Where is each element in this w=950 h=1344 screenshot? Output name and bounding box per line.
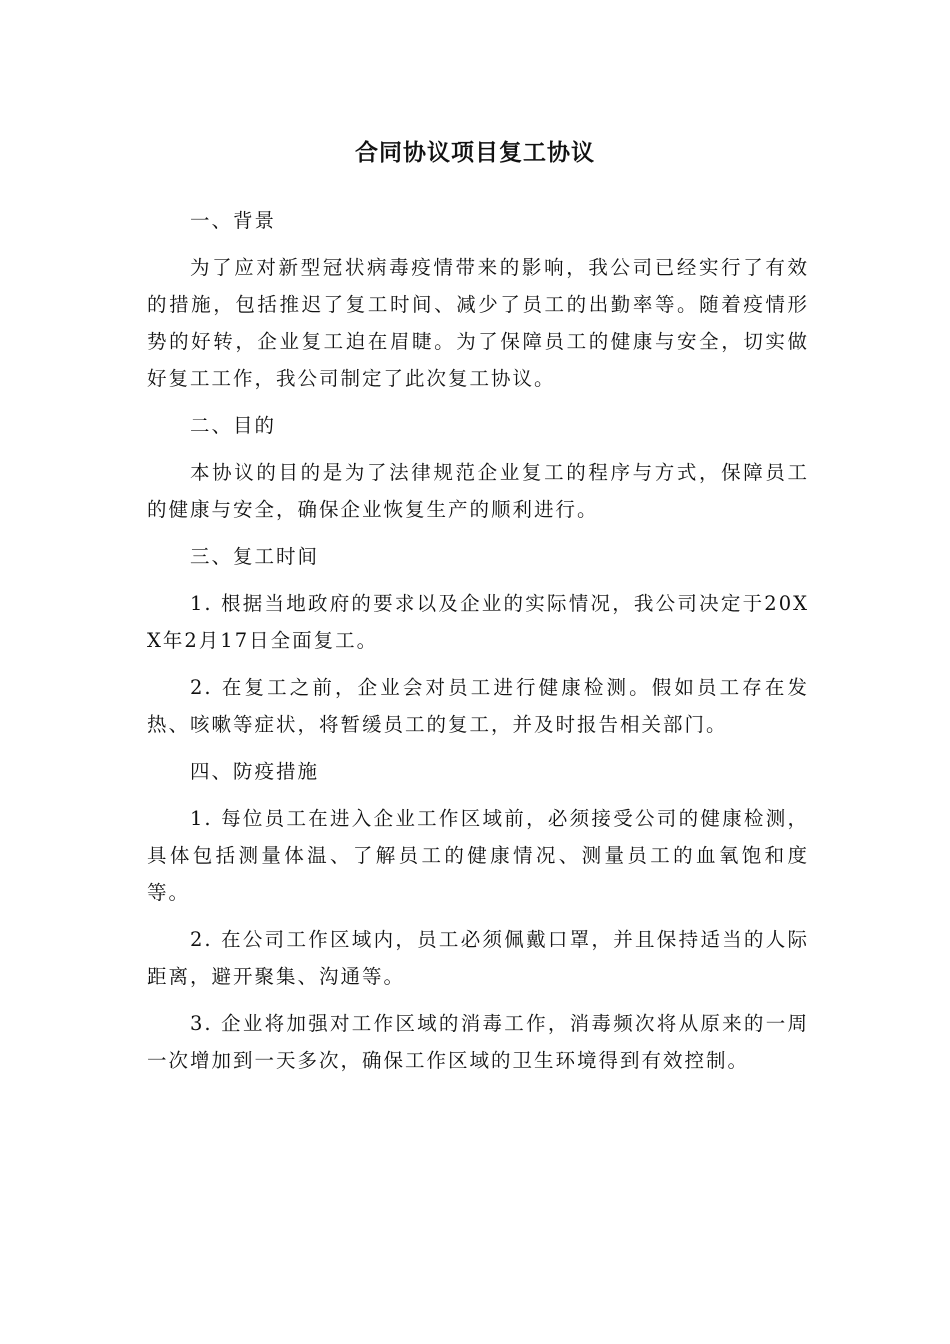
section-heading: 二、目的 <box>190 414 277 437</box>
section-heading: 一、背景 <box>190 209 277 232</box>
document-title: 合同协议项目复工协议 <box>355 140 595 166</box>
section-resume-time <box>147 538 809 743</box>
paragraph: 本协议的目的是为了法律规范企业复工的程序与方式，保障员工的健康与安全，确保企业恢复生产的顺利进行。 <box>147 461 809 521</box>
paragraph: 1. 每位员工在进入企业工作区域前，必须接受公司的健康检测，具体包括测量体温、了解员工的健康情况、测量员工的血氧饱和度等。 <box>147 807 809 904</box>
section-heading: 三、复工时间 <box>190 545 320 568</box>
section-purpose <box>147 407 809 528</box>
section-background <box>147 202 809 397</box>
paragraph: 2. 在公司工作区域内，员工必须佩戴口罩，并且保持适当的人际距离，避开聚集、沟通等。 <box>147 928 809 988</box>
document-body <box>147 202 809 1089</box>
paragraph: 3. 企业将加强对工作区域的消毒工作，消毒频次将从原来的一周一次增加到一天多次，确保工作区域的卫生环境得到有效控制。 <box>147 1012 809 1072</box>
paragraph: 2. 在复工之前，企业会对员工进行健康检测。假如员工存在发热、咳嗽等症状，将暂缓员工的复工，并及时报告相关部门。 <box>147 676 809 736</box>
paragraph: 1. 根据当地政府的要求以及企业的实际情况，我公司决定于20XX年2月17日全面复工。 <box>147 592 809 652</box>
section-prevention-measures <box>147 753 809 1079</box>
section-heading: 四、防疫措施 <box>190 760 320 783</box>
paragraph: 为了应对新型冠状病毒疫情带来的影响，我公司已经实行了有效的措施，包括推迟了复工时间、减少了员工的出勤率等。随着疫情形势的好转，企业复工迫在眉睫。为了保障员工的健康与安全，切实做好复工工作，我公司制定了此次复工协议。 <box>147 256 809 390</box>
